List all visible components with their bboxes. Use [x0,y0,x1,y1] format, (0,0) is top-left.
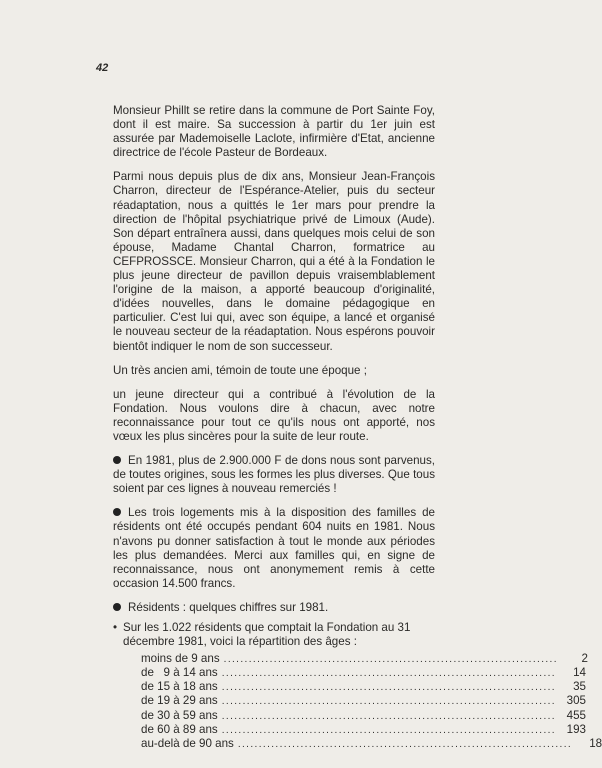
paragraph-residents-text: Résidents : quelques chiffres sur 1981. [128,600,329,614]
age-label: de 9 à 14 ans [141,666,218,680]
paragraph-residents [113,601,435,615]
document-body [113,104,602,751]
age-count: 193 [566,722,586,736]
leader-dots: ................................................................................ [221,696,556,708]
paragraph-philit: Monsieur Phillt se retire dans la commune de Port Sainte Foy, dont il est maire. Sa succession à partir du 1er juin est assurée par Mademoiselle Laclote, infirmière d'Etat, ancienne directrice de l'école Pasteur de Bordeaux. [113,104,435,160]
age-count: 455 [566,708,586,722]
paragraph-logements [113,506,435,591]
page-number: 42 [96,62,109,74]
age-count: 14 [573,666,586,680]
age-label: de 30 à 59 ans [141,708,218,722]
paragraph-ancien-ami: Un très ancien ami, témoin de toute une époque ; [113,363,367,377]
table-row [141,652,588,666]
age-label: de 15 à 18 ans [141,680,218,694]
bullet-icon [113,456,121,464]
table-row [141,694,586,708]
leader-dots: ................................................................................ [221,682,556,694]
leader-dots: ................................................................................ [221,710,556,722]
age-count: 305 [566,694,586,708]
table-row [141,736,602,751]
age-count: 2 [581,652,588,666]
table-row [141,666,586,680]
paragraph-jeune-directeur: un jeune directeur qui a contribué à l'évolution de la Fondation. Nous voulons dire à chacun, avec notre reconnaissance pour tout ce qu'ils nous ont apporté, nos vœux les plus sincères pour la suite de leur route. [113,387,435,443]
residents-list [113,621,435,649]
leader-dots: ................................................................................ [221,668,556,680]
age-label: au-delà de 90 ans [141,736,234,750]
age-count: 35 [573,680,586,694]
bullet-icon [113,603,121,611]
paragraph-logements-text: Les trois logements mis à la disposition des familles de résidents ont été occupés pendant 604 nuits en 1981. Nous n'avons pu donner satisfaction à tout le monde aux périodes les plus demandées. Merci aux familles qui, en signe de reconnaissance, nous ont anonymement remis à cette occasion 14.500 francs. [113,506,435,590]
age-distribution-table [141,652,602,751]
leader-dots: ................................................................................ [221,724,556,736]
leader-dots: ................................................................................ [223,654,558,666]
bullet-icon [113,508,121,516]
age-label: moins de 9 ans [141,652,220,666]
age-label: de 60 à 89 ans [141,722,218,736]
table-row [141,722,586,737]
paragraph-charron: Parmi nous depuis plus de dix ans, Monsieur Jean-François Charron, directeur de l'Espérance-Atelier, puis du secteur réadaptation, nous a quittés le 1er mars pour prendre la direction de l'hôpital psychiatrique privé de Limoux (Aude). Son départ entraînera aussi, dans quelques mois celui de son épouse, Madame Chantal Charron, formatrice au CEFPROSSCE. Monsieur Charron, qui a été à la Fondation le plus jeune directeur de pavillon depuis vraisemblablement l'origine de la maison, a apporté beaucoup d'originalité, d'idées nouvelles, dans le domaine pédagogique en particulier. C'est lui qui, avec son équipe, a lancé et organisé le nouveau secteur de la réadaptation. Nous espérons pouvoir bientôt indiquer le nom de son successeur. [113,170,435,353]
paragraph-dons-text: En 1981, plus de 2.900.000 F de dons nous sont parvenus, de toutes origines, sous les formes les plus diverses. Que tous soient par ces lignes à nouveau remerciés ! [113,454,435,496]
age-count: 18 [589,736,602,750]
table-row [141,708,586,723]
paragraph-dons [113,454,435,496]
age-label: de 19 à 29 ans [141,694,218,708]
table-row [141,680,586,694]
leader-dots: ................................................................................ [237,738,573,750]
list-item: • Sur les 1.022 résidents que comptait la Fondation au 31 décembre 1981, voici la répartition des âges : [113,621,435,649]
